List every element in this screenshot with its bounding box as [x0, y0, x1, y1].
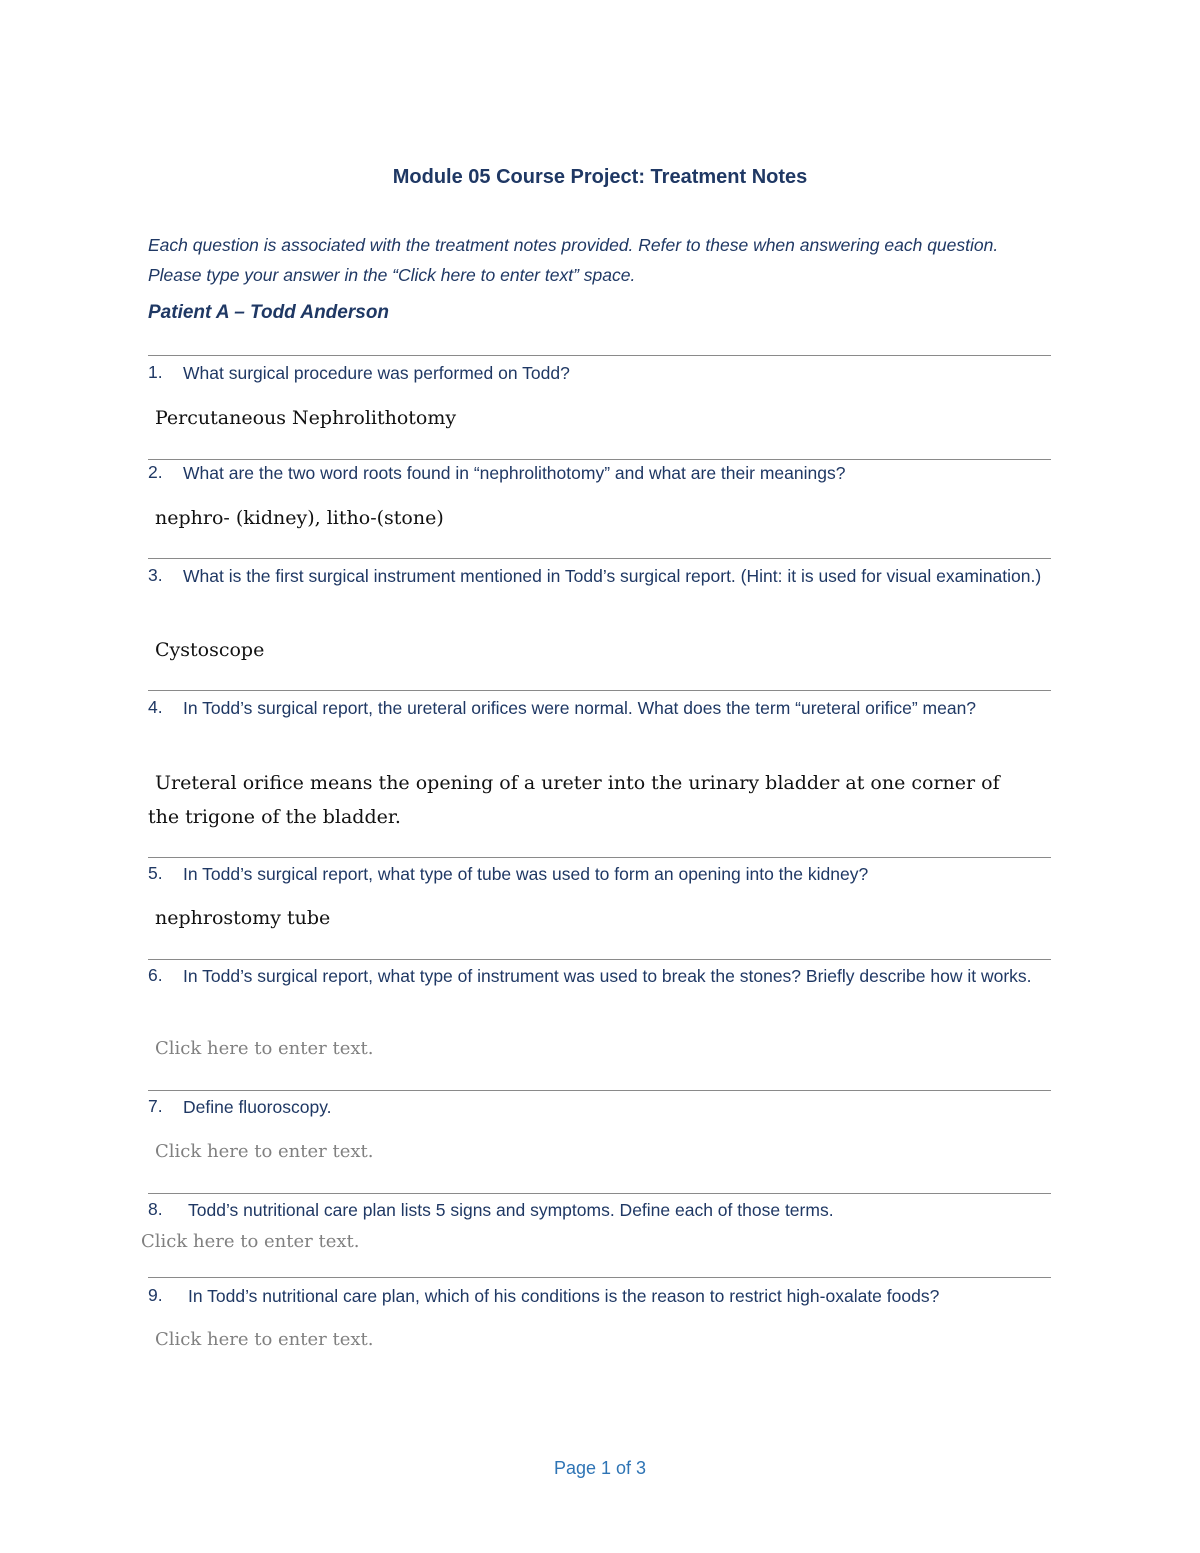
question-text: Define fluoroscopy.	[183, 1097, 332, 1117]
question-text: In Todd’s nutritional care plan, which of his conditions is the reason to restrict high-oxalate foods?	[188, 1286, 940, 1306]
answer-placeholder[interactable]: Click here to enter text.	[155, 1329, 374, 1350]
question-text: In Todd’s surgical report, the ureteral orifices were normal. What does the term “ureteral orifice” mean?	[183, 698, 977, 718]
divider	[148, 1193, 1051, 1194]
divider	[148, 558, 1051, 559]
answer-field[interactable]: nephro- (kidney), litho-(stone)	[155, 507, 444, 529]
page-number: Page 1 of 3	[553, 1458, 647, 1478]
question-text: What surgical procedure was performed on Todd?	[183, 363, 570, 383]
question-text: What is the first surgical instrument mentioned in Todd’s surgical report. (Hint: it is used for visual examination.)	[183, 566, 1042, 586]
divider	[148, 1090, 1051, 1091]
question-number: 8.	[148, 1199, 163, 1219]
answer-field[interactable]: Percutaneous Nephrolithotomy	[155, 407, 457, 429]
question-text: In Todd’s surgical report, what type of instrument was used to break the stones? Briefly describe how it works.	[183, 966, 1032, 986]
answer-placeholder[interactable]: Click here to enter text.	[155, 1038, 374, 1059]
divider	[148, 959, 1051, 960]
answer-field[interactable]: Cystoscope	[155, 639, 265, 661]
question-number: 3.	[148, 565, 163, 585]
question-number: 5.	[148, 863, 163, 883]
divider	[148, 857, 1051, 858]
answer-placeholder[interactable]: Click here to enter text.	[155, 1141, 374, 1162]
question-number: 7.	[148, 1096, 163, 1116]
question-number: 2.	[148, 462, 163, 482]
divider	[148, 1277, 1051, 1278]
question-number: 4.	[148, 697, 163, 717]
question-number: 9.	[148, 1285, 163, 1305]
instructions-text: Each question is associated with the treatment notes provided. Refer to these when answering each question. Please type your answer in the “Click here to enter text” space.	[148, 235, 999, 285]
divider	[148, 690, 1051, 691]
answer-field[interactable]: Ureteral orifice means the opening of a ureter into the urinary bladder at one corner of the trigone of the bladder.	[148, 772, 1000, 828]
question-number: 6.	[148, 965, 163, 985]
answer-field[interactable]: nephrostomy tube	[155, 907, 331, 929]
divider	[148, 355, 1051, 356]
page-title: Module 05 Course Project: Treatment Notes	[392, 166, 808, 188]
patient-heading: Patient A – Todd Anderson	[148, 302, 390, 323]
question-number: 1.	[148, 362, 163, 382]
answer-placeholder[interactable]: Click here to enter text.	[141, 1231, 360, 1252]
question-text: In Todd’s surgical report, what type of tube was used to form an opening into the kidney?	[183, 864, 869, 884]
question-text: Todd’s nutritional care plan lists 5 signs and symptoms. Define each of those terms.	[188, 1200, 834, 1220]
question-text: What are the two word roots found in “nephrolithotomy” and what are their meanings?	[183, 463, 846, 483]
